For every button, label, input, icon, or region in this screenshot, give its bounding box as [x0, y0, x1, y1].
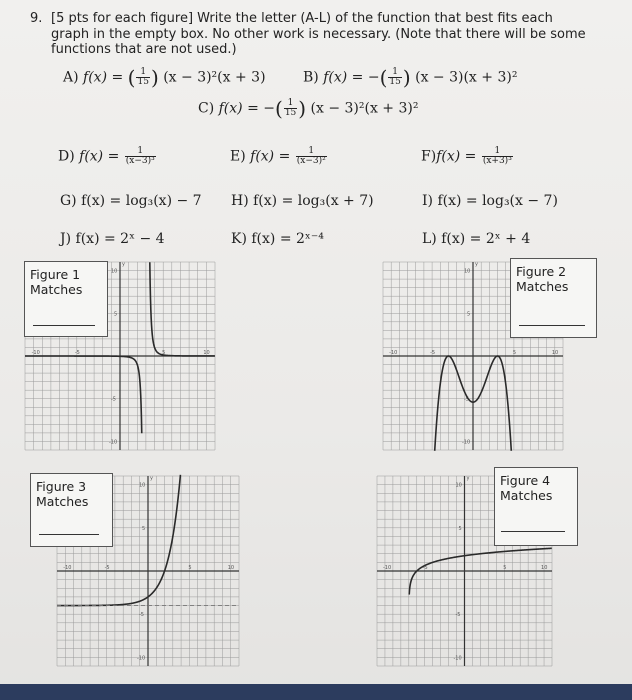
tick-x-neg5: -5 [430, 350, 436, 356]
tick-x-neg10: -10 [63, 565, 72, 571]
figure-1-title: Figure 1 [30, 267, 81, 282]
tick-x-5: 5 [162, 350, 166, 356]
tick-y-5: 5 [467, 311, 471, 318]
tick-x-5: 5 [503, 565, 507, 571]
tick-x-neg5: -5 [74, 350, 80, 356]
tick-y-neg10: -10 [453, 655, 462, 662]
tick-y-10: 10 [139, 482, 146, 489]
figure-1-answer-line [33, 325, 95, 326]
axis-label-y: y [122, 261, 125, 268]
figure-4-matches-label: Matches [500, 488, 553, 503]
tick-x-10: 10 [541, 565, 548, 571]
option-f: F)f(x) = $\frac{1}{\text{(x+3)³}}$ [421, 146, 512, 166]
figure-2-title: Figure 2 [516, 264, 567, 279]
question-prompt: [5 pts for each figure] Write the letter (A-L) of the function that best fits each graph in the empty box. No other work is necessary. (Note that there will be some functions that are not used.) [51, 11, 586, 57]
tick-y-5: 5 [142, 525, 146, 532]
tick-y-neg10: -10 [109, 439, 118, 446]
option-k: K) f(x) = 2ˣ⁻⁴ [231, 231, 324, 247]
option-l: L) f(x) = 2ˣ + 4 [422, 231, 531, 247]
tick-x-5: 5 [512, 350, 517, 356]
figure-4-answer-box[interactable] [494, 467, 578, 546]
figure-3-answer-line [39, 534, 99, 535]
axis-label-y: y [466, 475, 470, 482]
tick-y-neg10: -10 [137, 655, 146, 662]
option-h: H) f(x) = log₃(x + 7) [231, 193, 374, 209]
figure-4-answer-line [501, 531, 565, 532]
tick-x-neg10: -10 [389, 350, 398, 356]
bottom-edge-bar [0, 684, 632, 700]
tick-x-neg5: -5 [104, 565, 110, 571]
option-d: D) f(x) = $\frac{1}{\text{(x−3)³}}$ [58, 146, 155, 166]
figure-3-matches-label: Matches [36, 494, 89, 509]
tick-y-5: 5 [114, 311, 118, 318]
option-e: E) f(x) = $\frac{1}{\text{(x−3)²}}$ [230, 146, 326, 166]
axis-label-y: y [150, 475, 153, 482]
axis-label-y: y [475, 261, 478, 268]
tick-x-10: 10 [551, 350, 559, 356]
figure-2-matches-label: Matches [516, 279, 569, 294]
tick-y-neg5: -5 [111, 396, 116, 403]
function-curve [150, 262, 215, 356]
tick-y-neg10: -10 [462, 439, 471, 446]
tick-x-10: 10 [203, 350, 210, 356]
tick-y-10: 10 [464, 268, 471, 275]
figure-2-answer-box[interactable] [510, 258, 597, 338]
tick-x-neg10: -10 [31, 350, 40, 356]
tick-y-neg5: -5 [464, 396, 469, 403]
option-i: I) f(x) = log₃(x − 7) [422, 193, 558, 209]
tick-y-10: 10 [455, 482, 462, 489]
option-c: C) f(x) = −( $\frac{1}{15}$ ) (x − 3)²(x + 3)² [198, 96, 419, 121]
figure-1-answer-box[interactable] [24, 261, 108, 337]
tick-y-neg5: -5 [455, 612, 461, 619]
figure-2-answer-line [519, 325, 585, 326]
tick-y-neg5: -5 [139, 612, 144, 619]
tick-x-5: 5 [188, 565, 192, 571]
option-j: J) f(x) = 2ˣ − 4 [60, 231, 165, 247]
option-a: A) f(x) = ( $\frac{1}{15}$ ) (x − 3)²(x + 3) [63, 65, 266, 90]
tick-y-5: 5 [458, 525, 462, 532]
figure-4-title: Figure 4 [500, 473, 551, 488]
option-b: B) f(x) = −( $\frac{1}{15}$ ) (x − 3)(x + 3)² [303, 65, 518, 90]
tick-x-10: 10 [227, 565, 235, 571]
tick-x-neg10: -10 [382, 565, 392, 571]
question-number: 9. [30, 11, 43, 26]
tick-y-10: 10 [111, 268, 118, 275]
figure-3-answer-box[interactable] [30, 473, 113, 547]
tick-x-neg5: -5 [422, 565, 428, 571]
option-g: G) f(x) = log₃(x) − 7 [60, 193, 202, 209]
figure-1-matches-label: Matches [30, 282, 83, 297]
figure-3-title: Figure 3 [36, 479, 87, 494]
